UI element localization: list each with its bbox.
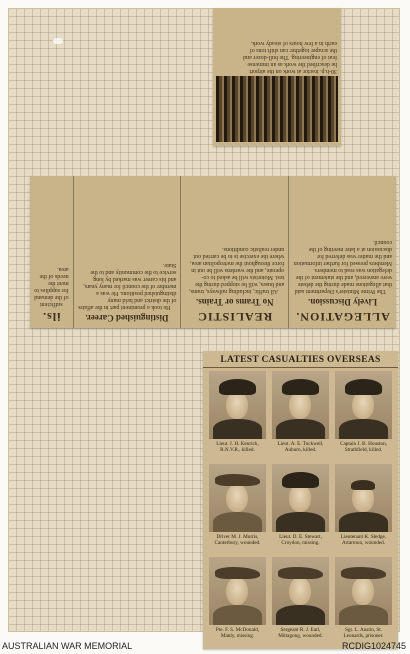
portrait-photo bbox=[335, 371, 392, 439]
casualty-photo-grid bbox=[209, 371, 392, 647]
top-line: he described the work as an immense bbox=[247, 61, 337, 67]
tractor-photo bbox=[216, 76, 338, 142]
casualty-portrait bbox=[272, 464, 329, 554]
archive-name: AUSTRALIAN WAR MEMORIAL bbox=[2, 641, 133, 651]
portrait-photo bbox=[272, 557, 329, 625]
column-subheading: Distinguished Career. bbox=[85, 313, 169, 323]
portrait-photo bbox=[335, 557, 392, 625]
casualty-portrait bbox=[209, 464, 266, 554]
casualties-title: LATEST CASUALTIES OVERSEAS bbox=[203, 355, 398, 368]
portrait-caption: Lieut. D. E. Stewart, Croydon, missing. bbox=[279, 534, 322, 547]
column-heading: ils. bbox=[42, 310, 61, 324]
portrait-photo bbox=[335, 464, 392, 532]
portrait-photo bbox=[209, 464, 266, 532]
casualty-portrait bbox=[335, 557, 392, 647]
pin-mark bbox=[53, 38, 63, 44]
column-realistic bbox=[181, 176, 289, 328]
column-allegation bbox=[289, 176, 396, 328]
top-line: 30-h.p. tractor at work on the airport bbox=[249, 68, 337, 74]
column-heading: ALLEGATION. bbox=[295, 310, 390, 324]
top-newspaper-clipping bbox=[213, 8, 341, 146]
casualty-portrait bbox=[209, 557, 266, 647]
column-body: The Prime Minister's Department said that allegations made during the debate were answered, and the statement of the delegation was read to members. Members pressed for further information and the matter was deferred for discussion at a later meeting of the council. bbox=[293, 239, 392, 294]
column-subheading: Lively Discussion. bbox=[308, 297, 378, 307]
portrait-caption: Sgt. L. Austin, St. Leonards, prisoner. bbox=[343, 627, 384, 640]
portrait-photo bbox=[209, 557, 266, 625]
casualty-portrait bbox=[335, 371, 392, 461]
portrait-caption: Lieut. J. H. Kenrick, R.N.V.R., killed. bbox=[216, 441, 259, 454]
casualty-portrait bbox=[272, 557, 329, 647]
casualty-portrait bbox=[335, 464, 392, 554]
portrait-caption: Lieut. A. E. Tuckwell, Auburn, killed. bbox=[277, 441, 324, 454]
top-line: the scraper together can shift tons of bbox=[249, 47, 337, 53]
top-line: feat of engineering. The bull-dozer and bbox=[243, 54, 337, 60]
column-career bbox=[74, 176, 182, 328]
middle-newspaper-clipping bbox=[30, 176, 396, 328]
scrapbook-page bbox=[8, 8, 400, 640]
portrait-caption: Pte. F. S. McDonald, Manly, missing. bbox=[215, 627, 260, 640]
portrait-caption: Lieutenant K. Sledge, Artarmon, wounded. bbox=[340, 534, 387, 547]
top-line: earth in a few hours of steady work. bbox=[250, 40, 337, 46]
column-subheading: No Trams or Trains. bbox=[195, 297, 274, 307]
column-body: He took a prominent part in the affairs of the district and held many distinguished positions. He was a member of the council for many years, and his career was marked by long service to the community and to the State. bbox=[78, 262, 177, 310]
portrait-photo bbox=[272, 371, 329, 439]
portrait-photo bbox=[209, 371, 266, 439]
top-clipping-text bbox=[217, 14, 337, 74]
column-body: sufficient of the demand for supplies to meet the needs of the area. bbox=[34, 266, 69, 307]
column-fragment bbox=[30, 176, 74, 328]
portrait-photo bbox=[272, 464, 329, 532]
archive-footer bbox=[0, 640, 410, 654]
record-id: RCDIG1024745 bbox=[341, 641, 406, 651]
inverted-columns bbox=[30, 176, 396, 328]
portrait-caption: Driver M. J. Morris, Canterbury, wounded. bbox=[214, 534, 261, 547]
casualty-portrait bbox=[209, 371, 266, 461]
casualty-portrait bbox=[272, 371, 329, 461]
portrait-caption: Captain J. B. Houston, Strathfield, killed. bbox=[340, 441, 387, 454]
column-body: All traffic, including railways, trams, and buses, will be stopped during the test. Motorists will be asked to co-operate, and the wardens will be out in force throughout the metropolitan area, where the exercise is to be carried out under realistic conditions. bbox=[189, 246, 285, 294]
column-heading: REALISTIC bbox=[197, 310, 273, 324]
portrait-caption: Sergeant R. J. Earl, Mittagong, wounded. bbox=[278, 627, 323, 640]
casualties-clipping bbox=[203, 351, 398, 649]
